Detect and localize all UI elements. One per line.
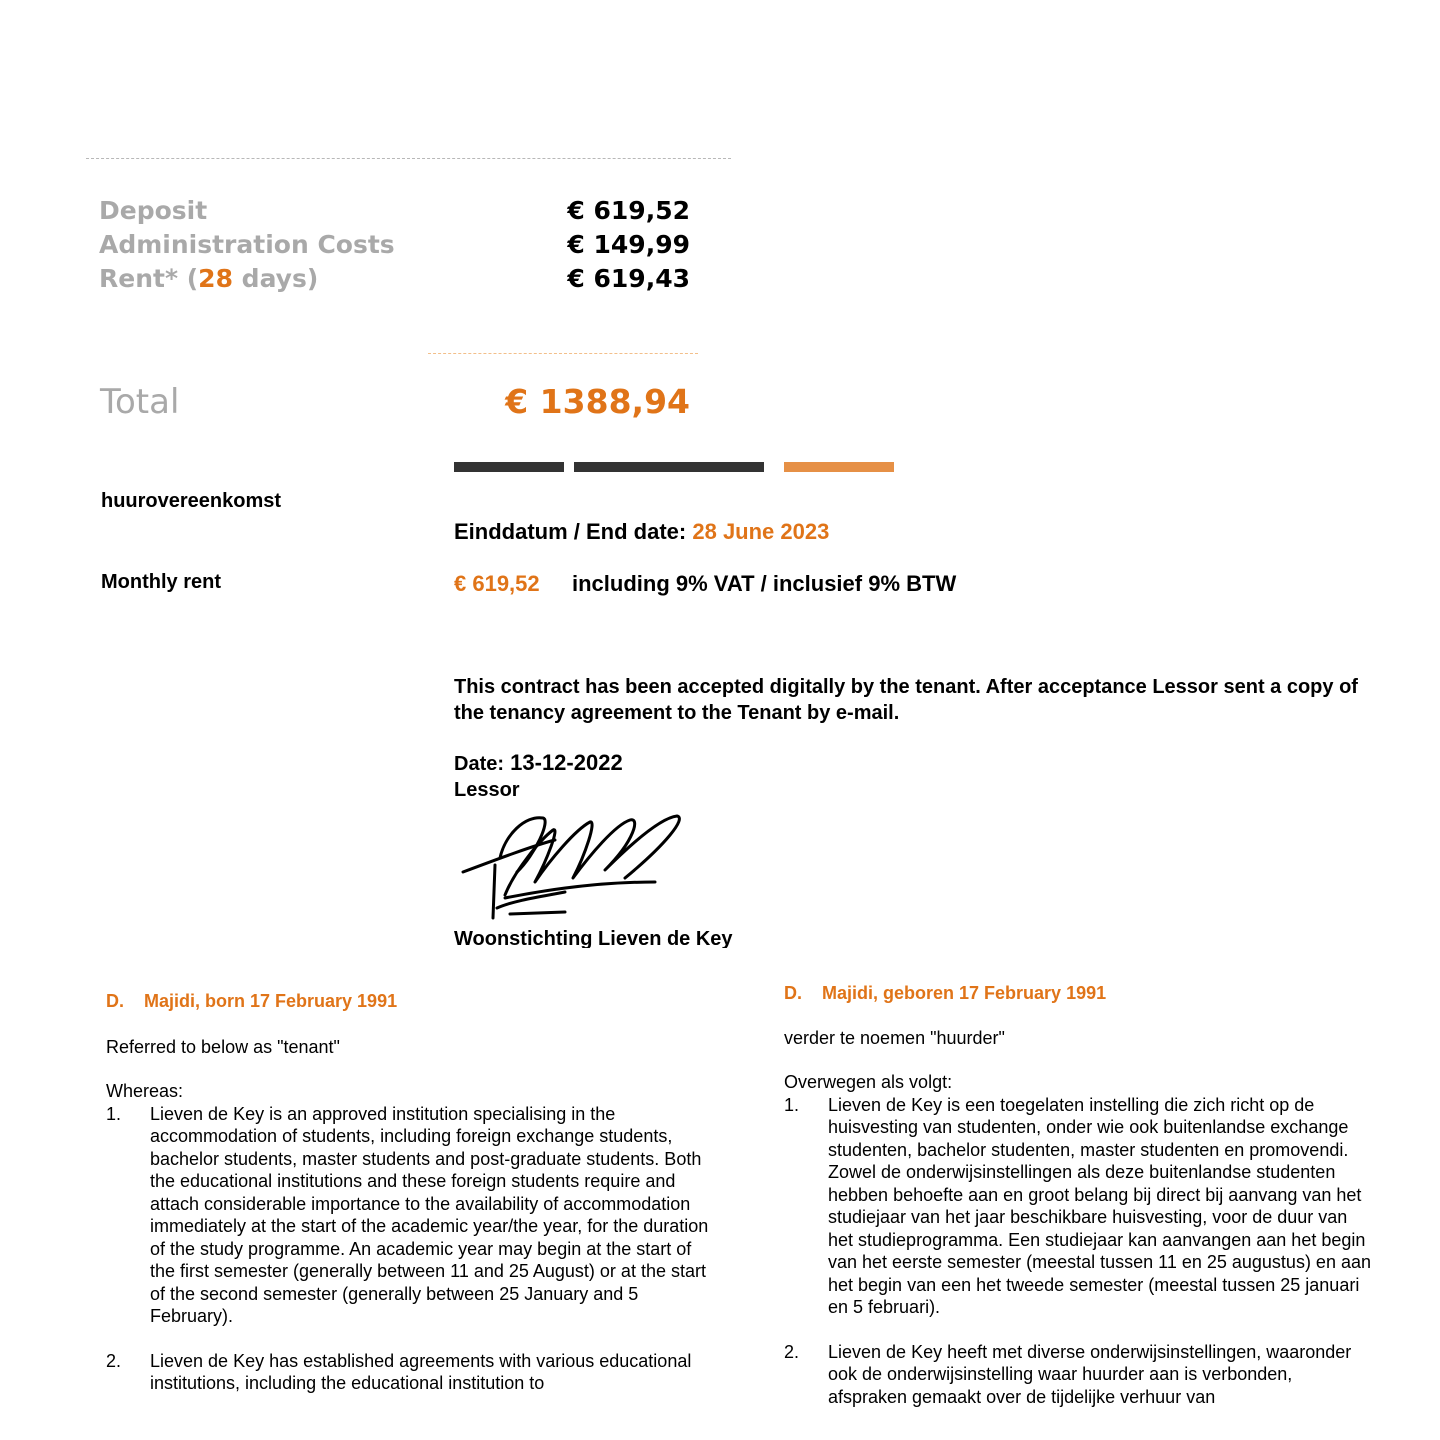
clause-number: 1. <box>106 1103 122 1124</box>
signature-stroke <box>493 865 495 918</box>
clause-nl-1 <box>784 1094 1374 1319</box>
tenant-letter-en: D. <box>106 991 124 1011</box>
lessor-organisation: Woonstichting Lieven de Key <box>454 928 733 948</box>
whereas-nl: Overwegen als volgt: <box>784 1072 953 1092</box>
clause-text: Lieven de Key is an approved institution specialising in the accommodation of students, including foreign exchange students, bachelor students, master students and post-graduate students. Both the educational institutions and these foreign students require and attach considerable importance to the availability of accommodation immediately at the start of the academic year/the year, for the duration of the study programme. An academic year may begin at the start of the first semester (generally between 11 and 25 August) or at the start of the second semester (generally between 25 January and 5 February). <box>150 1103 709 1326</box>
english-column <box>106 990 716 1395</box>
rent-label <box>99 264 318 293</box>
acceptance-text: This contract has been accepted digitally by the tenant. After acceptance Lessor sent a copy of the tenancy agreement to the Tenant by e-mail. <box>454 676 1358 724</box>
signature-stroke <box>505 882 655 898</box>
administration-costs-label: Administration Costs <box>99 230 395 259</box>
clause-text: Lieven de Key heeft met diverse onderwijsinstellingen, waaronder ook de onderwijsinstelling waar huurder aan is verbonden, afspraken gemaakt over de tijdelijke verhuur van <box>828 1341 1352 1407</box>
deposit-label: Deposit <box>99 196 208 225</box>
total-label: Total <box>100 382 180 422</box>
acceptance-date <box>454 750 1374 777</box>
rent-label-suffix: days) <box>232 264 319 293</box>
monthly-rent-vat: including 9% VAT / inclusief 9% BTW <box>572 571 957 596</box>
tenant-letter-nl: D. <box>784 983 802 1003</box>
monthly-rent-value: € 619,52 <box>454 571 540 596</box>
clause-number: 2. <box>106 1350 122 1371</box>
date-value: 13-12-2022 <box>510 750 623 775</box>
signature-stroke <box>510 912 565 914</box>
monthly-rent-label: Monthly rent <box>101 571 221 593</box>
clause-number: 2. <box>784 1341 800 1362</box>
deposit-amount: € 619,52 <box>567 196 690 225</box>
sum-divider <box>428 353 698 354</box>
referred-nl: verder te noemen "huurder" <box>784 1027 1005 1048</box>
whereas-en: Whereas: <box>106 1081 184 1101</box>
tenant-heading-en <box>106 990 716 1013</box>
tenant-party-nl: Majidi, geboren 17 February 1991 <box>822 983 1107 1003</box>
end-date-row <box>454 519 829 545</box>
administration-costs-amount: € 149,99 <box>567 230 690 259</box>
signature-image <box>455 800 695 925</box>
clauses-en <box>106 1103 716 1395</box>
clause-en-2 <box>106 1350 716 1395</box>
rent-days: 28 <box>198 264 233 293</box>
total-amount: € 1388,94 <box>505 382 690 421</box>
clause-number: 1. <box>784 1094 800 1115</box>
end-date-value: 28 June 2023 <box>692 519 830 544</box>
clause-nl-2 <box>784 1341 1374 1409</box>
clause-en-1 <box>106 1103 716 1328</box>
clauses-nl <box>784 1094 1374 1409</box>
tenant-party-en: Majidi, born 17 February 1991 <box>144 991 398 1011</box>
tenant-heading-nl <box>784 982 1374 1005</box>
acceptance-block <box>454 674 1374 803</box>
page-crop-edge <box>0 1412 1440 1440</box>
agreement-label: huurovereenkomst <box>101 490 282 512</box>
rent-label-prefix: Rent* ( <box>99 264 199 293</box>
end-date-label: Einddatum / End date: <box>454 519 687 544</box>
dutch-column <box>784 982 1374 1408</box>
clause-text: Lieven de Key has established agreements with various educational institutions, including the educational institution to <box>150 1350 692 1393</box>
cropped-text-fragment <box>454 462 914 486</box>
date-label: Date: <box>454 753 505 775</box>
rent-amount: € 619,43 <box>567 264 690 293</box>
clause-text: Lieven de Key is een toegelaten instelling die zich richt op de huisvesting van studenten, onder wie ook buitenlandse exchange studenten, bachelor studenten, master studenten en promovendi. Zowel de onderwijsinstellingen als deze buitenlandse studenten hebben behoefte aan en groot belang bij direct bij aanvang van het studiejaar van het jaar beschikbare huisvesting, voor de duur van het studieprogramma. Een studiejaar kan aanvangen aan het begin van het eerste semester (meestal tussen 11 en 25 augustus) en aan het begin van een het tweede semester (meestal tussen 25 januari en 5 februari). <box>828 1094 1371 1317</box>
top-divider <box>86 158 731 159</box>
referred-en: Referred to below as "tenant" <box>106 1036 340 1057</box>
lessor-label: Lessor <box>454 779 520 801</box>
